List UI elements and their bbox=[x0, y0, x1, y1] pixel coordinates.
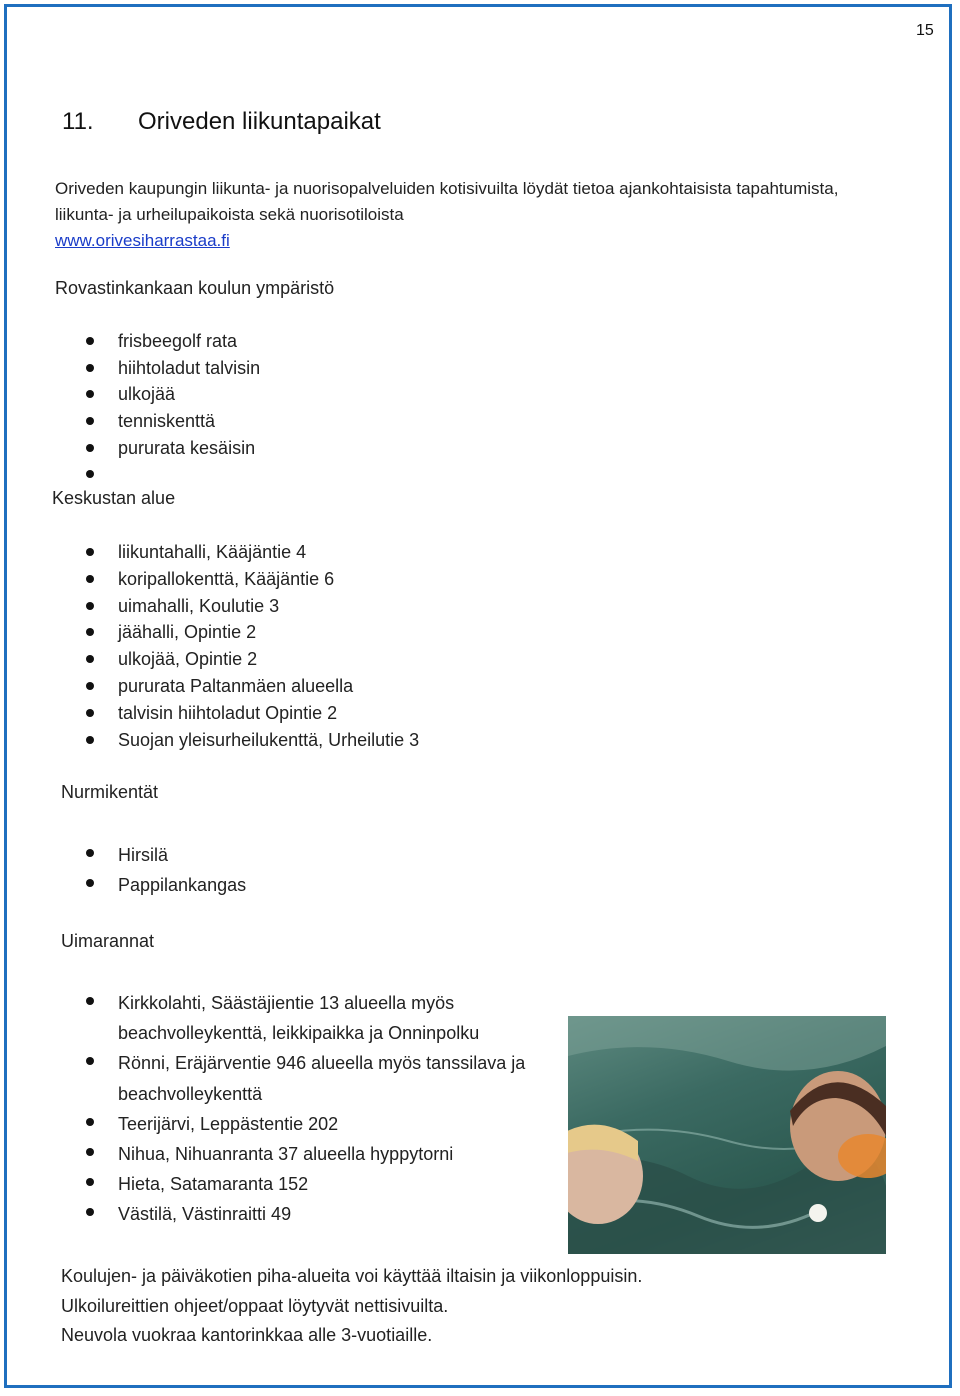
list-item: Suojan yleisurheilukenttä, Urheilutie 3 bbox=[0, 727, 419, 754]
list-item: Hirsilä bbox=[0, 840, 246, 870]
footer-notes bbox=[61, 1262, 642, 1351]
list-item: ulkojää bbox=[0, 381, 260, 408]
list-item bbox=[0, 461, 260, 488]
list-item: hiihtoladut talvisin bbox=[0, 355, 260, 382]
list-item: Västilä, Västinraitti 49 bbox=[0, 1199, 568, 1229]
list-item: frisbeegolf rata bbox=[0, 328, 260, 355]
list-item: Hieta, Satamaranta 152 bbox=[0, 1169, 568, 1199]
footer-line: Koulujen- ja päiväkotien piha-alueita voi käyttää iltaisin ja viikonloppuisin. bbox=[61, 1266, 643, 1286]
photo-illustration bbox=[568, 1016, 886, 1254]
list-item: Pappilankangas bbox=[0, 870, 246, 900]
list-item: Nihua, Nihuanranta 37 alueella hyppytorni bbox=[0, 1139, 568, 1169]
list-item: uimahalli, Koulutie 3 bbox=[0, 593, 419, 620]
list-item: koripallokenttä, Kääjäntie 6 bbox=[0, 566, 419, 593]
list-rovastinkangas bbox=[0, 328, 260, 488]
list-item: Kirkkolahti, Säästäjientie 13 alueella myös beachvolleykenttä, leikkipaikka ja Onninpolku bbox=[0, 988, 568, 1048]
list-item: pururata kesäisin bbox=[0, 435, 260, 462]
footer-line: Ulkoilureittien ohjeet/oppaat löytyvät nettisivuilta. bbox=[61, 1295, 449, 1316]
section-title-rovastinkangas: Rovastinkankaan koulun ympäristö bbox=[55, 278, 335, 298]
intro-text: Oriveden kaupungin liikunta- ja nuorisopalveluiden kotisivuilta löydät tietoa ajankohtaisista tapahtumista, liikunta- ja urheilupaikoista sekä nuorisotiloista bbox=[55, 179, 839, 224]
website-link[interactable]: www.orivesiharrastaa.fi bbox=[55, 231, 230, 250]
section-title-keskusta: Keskustan alue bbox=[52, 488, 176, 508]
swimming-children-photo bbox=[568, 1016, 886, 1254]
section-title-uimarannat: Uimarannat bbox=[61, 931, 155, 951]
list-item: ulkojää, Opintie 2 bbox=[0, 646, 419, 673]
list-item: pururata Paltanmäen alueella bbox=[0, 673, 419, 700]
list-nurmikentat bbox=[0, 840, 246, 900]
list-item: jäähalli, Opintie 2 bbox=[0, 619, 419, 646]
list-keskusta bbox=[0, 539, 419, 753]
list-item: talvisin hiihtoladut Opintie 2 bbox=[0, 700, 419, 727]
section-title-nurmikentat: Nurmikentät bbox=[61, 782, 159, 802]
footer-line: Neuvola vuokraa kantorinkkaa alle 3-vuotiaille. bbox=[61, 1325, 433, 1345]
list-item: liikuntahalli, Kääjäntie 4 bbox=[0, 539, 419, 566]
list-item: Teerijärvi, Leppästentie 202 bbox=[0, 1109, 568, 1139]
intro-paragraph bbox=[55, 176, 855, 254]
list-item: Rönni, Eräjärventie 946 alueella myös tanssilava ja beachvolleykenttä bbox=[0, 1048, 568, 1108]
heading-number: 11. bbox=[62, 108, 94, 135]
heading-title: Oriveden liikuntapaikat bbox=[138, 108, 381, 135]
section-heading bbox=[62, 108, 381, 136]
list-item: tenniskenttä bbox=[0, 408, 260, 435]
list-uimarannat bbox=[0, 988, 568, 1230]
page-number: 15 bbox=[916, 22, 934, 39]
